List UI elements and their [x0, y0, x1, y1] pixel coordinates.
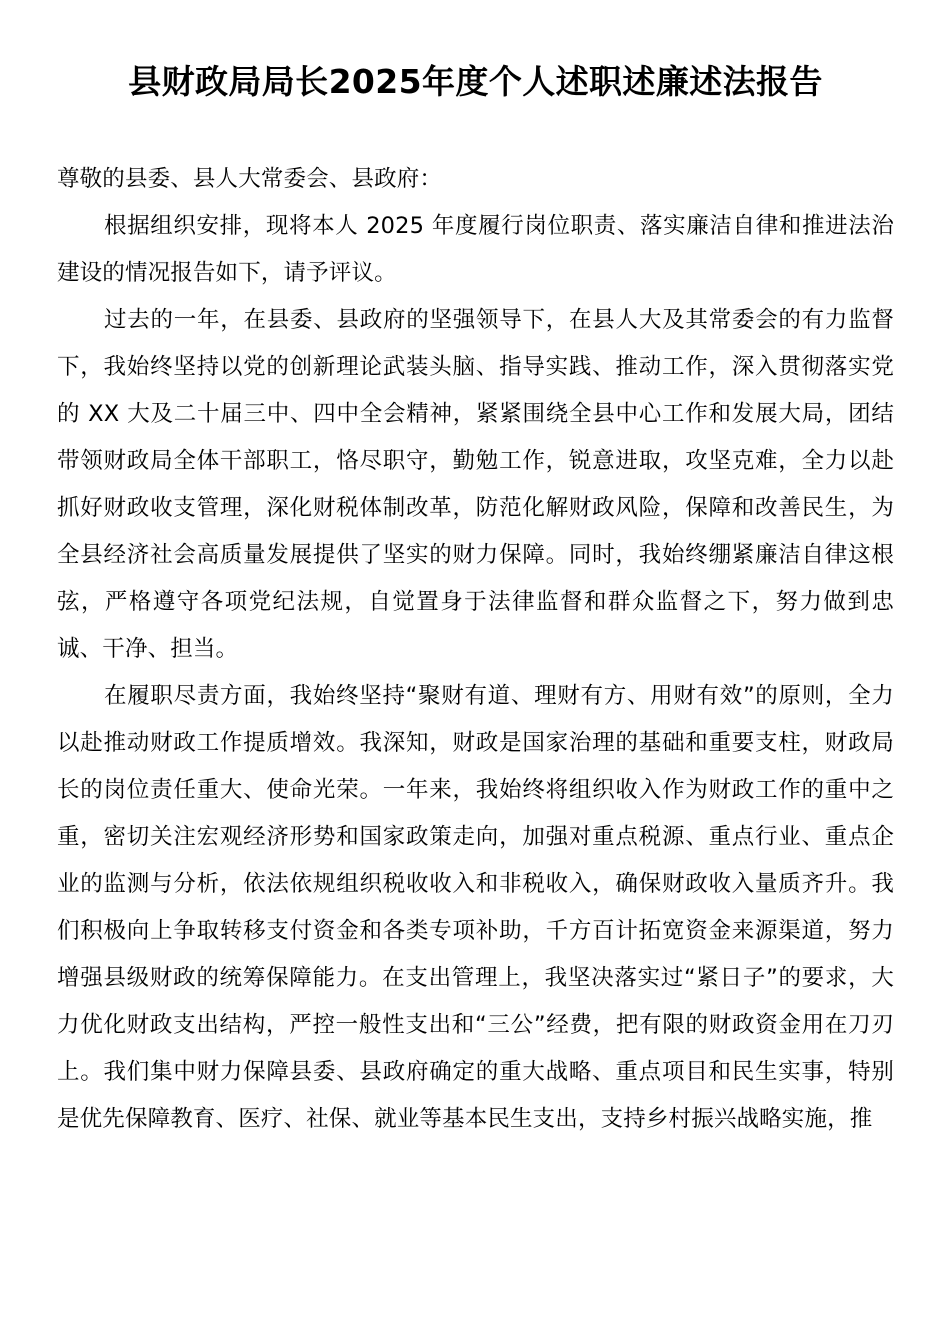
paragraph-salutation: 尊敬的县委、县人大常委会、县政府： — [57, 166, 443, 192]
paragraph-intro: 根据组织安排，现将本人 2025 年度履行岗位职责、落实廉洁自律和推进法治建设的情况报告如下，请予评议。 — [57, 213, 894, 286]
paragraph-duty-performance: 在履职尽责方面，我始终坚持“聚财有道、理财有方、用财有效”的原则，全力以赴推动财政工作提质增效。我深知，财政是国家治理的基础和重要支柱，财政局长的岗位责任重大、使命光荣。一年来，我始终将组织收入作为财政工作的重中之重，密切关注宏观经济形势和国家政策走向，加强对重点税源、重点行业、重点企业的监测与分析，依法依规组织税收收入和非税收入，确保财政收入量质齐升。我们积极向上争取转移支付资金和各类专项补助，千方百计拓宽资金来源渠道，努力增强县级财政的统筹保障能力。在支出管理上，我坚决落实过“紧日子”的要求，大力优化财政支出结构，严控一般性支出和“三公”经费，把有限的财政资金用在刀刃上。我们集中财力保障县委、县政府确定的重大战略、重点项目和民生实事，特别是优先保障教育、医疗、社保、就业等基本民生支出，支持乡村振兴战略实施，推 — [57, 683, 894, 1132]
paragraph-overview: 过去的一年，在县委、县政府的坚强领导下，在县人大及其常委会的有力监督下，我始终坚持以党的创新理论武装头脑、指导实践、推动工作，深入贯彻落实党的 XX 大及二十届三中、四中全会精神，紧紧围绕全县中心工作和发展大局，团结带领财政局全体干部职工，恪尽职守，勤勉工作，锐意进取，攻坚克难，全力以赴抓好财政收支管理，深化财税体制改革，防范化解财政风险，保障和改善民生，为全县经济社会高质量发展提供了坚实的财力保障。同时，我始终绷紧廉洁自律这根弦，严格遵守各项党纪法规，自觉置身于法律监督和群众监督之下，努力做到忠诚、干净、担当。 — [57, 307, 894, 662]
title-body-spacer — [57, 104, 894, 156]
page-title: 县财政局局长2025年度个人述职述廉述法报告 — [128, 62, 823, 101]
document-content — [57, 0, 894, 1143]
